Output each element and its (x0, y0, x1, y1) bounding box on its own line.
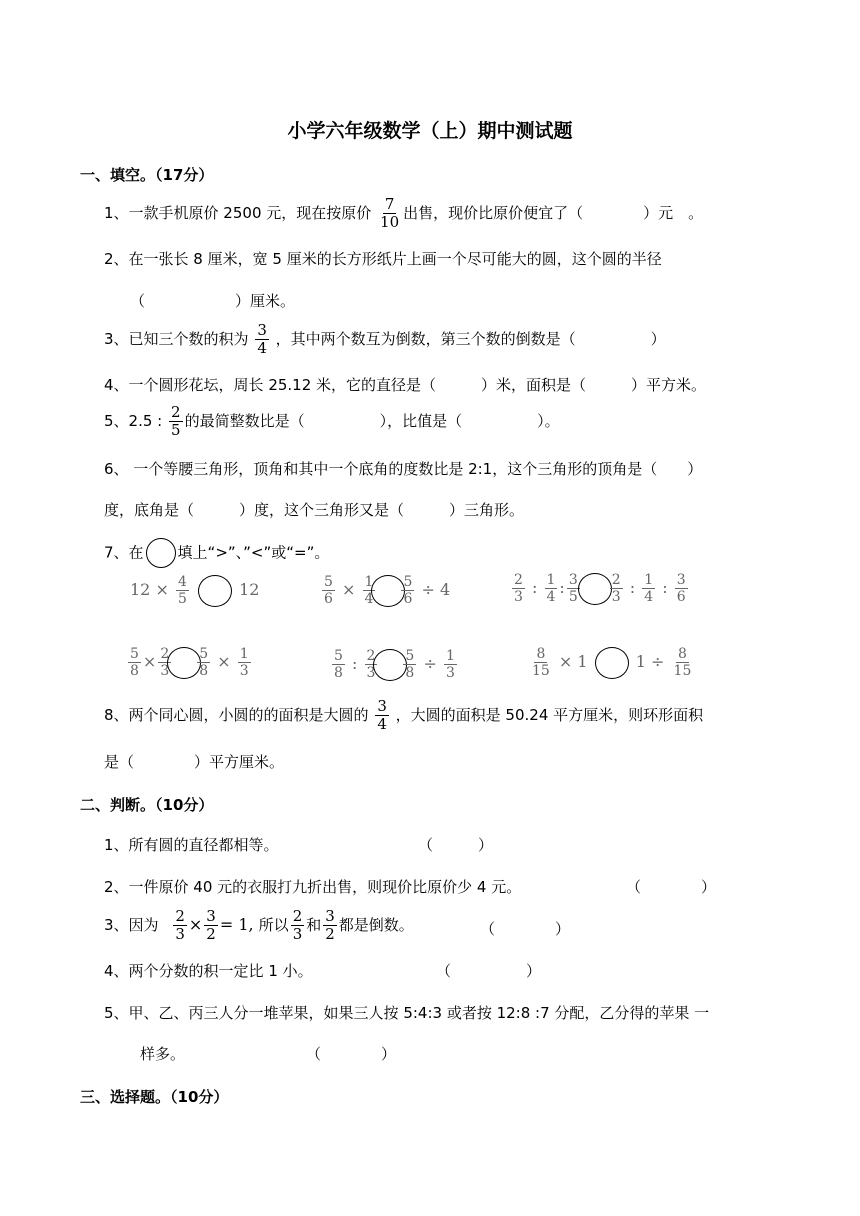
fill-q5-text-a: 5、2.5 : (104, 412, 163, 430)
fraction (291, 908, 305, 943)
fraction (545, 572, 558, 605)
compare-op: ÷ (423, 654, 437, 673)
section-fill-in: 一、填空。（17分） (80, 166, 214, 184)
numerator: 2 (292, 907, 303, 925)
denominator: 3 (366, 665, 376, 681)
fraction (332, 648, 345, 681)
fraction (672, 646, 694, 679)
compare-op: : (532, 578, 538, 597)
equation-result: = 1 (219, 915, 249, 934)
judge-q5-line1: 5、甲、乙、丙三人分一堆苹果，如果三人按 5:4:3 或者按 12:8 :7 分配，乙分得的苹果 一 (104, 1004, 710, 1022)
denominator: 15 (673, 663, 692, 679)
page-title: 小学六年级数学（上）期中测试题 (287, 120, 573, 142)
fraction (512, 572, 525, 605)
numerator: 2 (160, 646, 170, 662)
numerator: 3 (568, 572, 578, 588)
judge-q3-text-d: 都是倒数。 (338, 916, 414, 934)
fill-q8-text-a: 8、两个同心圆，小圆的的面积是大圆的 (104, 706, 369, 724)
compare-op: : (559, 578, 565, 597)
judge-q1-answer-blank[interactable]: （ ） (418, 836, 494, 854)
judge-q5-answer-blank[interactable]: （ ） (306, 1045, 397, 1063)
compare-op: × (217, 652, 231, 671)
compare-text: 1 ÷ (635, 652, 665, 671)
judge-q2: 2、一件原价 40 元的衣服打九折出售，则现价比原价少 4 元。 (104, 878, 522, 896)
judge-q4: 4、两个分数的积一定比 1 小。 (104, 962, 313, 980)
compare-blank-circle[interactable] (373, 649, 407, 681)
compare-op: × (342, 580, 356, 599)
denominator: 4 (546, 589, 556, 605)
numerator: 5 (130, 646, 139, 662)
numerator: 8 (536, 646, 546, 662)
compare-op: : (662, 578, 668, 597)
denominator: 6 (403, 591, 413, 607)
compare-item-5 (330, 648, 459, 681)
numerator: 5 (405, 648, 415, 664)
numerator: 3 (676, 572, 686, 588)
fraction (323, 908, 337, 943)
denominator: 8 (199, 663, 209, 679)
fill-q1 (104, 196, 703, 231)
denominator: 8 (405, 665, 415, 681)
fraction (176, 574, 189, 607)
compare-blank-circle[interactable] (595, 647, 629, 679)
numerator: 2 (175, 907, 185, 925)
judge-q3-text-b: 所以 (258, 916, 289, 934)
denominator: 3 (514, 589, 523, 605)
compare-blank-circle[interactable] (371, 575, 405, 607)
judge-q2-answer-blank[interactable]: （ ） (626, 878, 717, 896)
fill-q6-line1: 6、 一个等腰三角形，顶角和其中一个底角的度数比是 2:1，这个三角形的顶角是（ ） (104, 460, 703, 478)
compare-item-2 (320, 574, 450, 607)
numerator: 5 (199, 646, 209, 662)
numerator: 4 (177, 574, 187, 590)
judge-q4-answer-blank[interactable]: （ ） (436, 962, 542, 980)
numerator: 7 (384, 195, 395, 213)
fill-q8-line2: 是（ ）平方厘米。 (104, 753, 285, 771)
numerator: 3 (206, 907, 216, 925)
fraction (444, 648, 457, 681)
fill-q8-line1 (104, 698, 703, 733)
fill-q3-text-a: 3、已知三个数的积为 (104, 330, 249, 348)
fraction (403, 648, 416, 681)
numerator: 1 (644, 572, 654, 588)
fill-q7-text-a: 7、在 (104, 543, 144, 562)
numerator: 1 (364, 574, 374, 590)
fraction (255, 322, 269, 357)
compare-text: ÷ 4 (421, 580, 451, 599)
denominator: 3 (175, 925, 185, 943)
compare-item-1 (130, 574, 259, 607)
judge-q3-text-c: 和 (306, 916, 322, 934)
compare-blank-circle[interactable] (167, 647, 201, 679)
section-true-false: 二、判断。（10分） (80, 796, 214, 814)
fill-q1-text-b: 出售，现价比原价便宜了（ ）元 。 (403, 204, 704, 222)
compare-item-4 (126, 646, 253, 679)
fill-q2-line2: （ ）厘米。 (130, 292, 296, 310)
denominator: 5 (171, 421, 181, 439)
fraction (169, 404, 183, 439)
fraction (675, 572, 688, 605)
fill-q3-text-b: ，其中两个数互为倒数，第三个数的倒数是（ ） (275, 330, 666, 348)
numerator: 5 (324, 574, 333, 590)
compare-blank-circle[interactable] (578, 573, 612, 605)
denominator: 3 (160, 663, 170, 679)
numerator: 1 (239, 646, 249, 662)
denominator: 4 (644, 589, 654, 605)
denominator: 3 (611, 589, 621, 605)
fraction (610, 572, 623, 605)
numerator: 2 (514, 572, 523, 588)
denominator: 5 (177, 591, 187, 607)
denominator: 3 (445, 665, 455, 681)
fraction (530, 646, 552, 679)
denominator: 6 (676, 589, 686, 605)
denominator: 8 (130, 663, 139, 679)
fraction (128, 646, 141, 679)
compare-text: 12 × (130, 580, 169, 599)
denominator: 15 (532, 663, 550, 679)
fraction (375, 698, 389, 733)
fill-q5 (104, 404, 560, 439)
numerator: 2 (611, 572, 621, 588)
judge-q3-answer-blank[interactable]: （ ） (480, 920, 571, 938)
fraction (173, 908, 187, 943)
fill-q5-text-b: 的最简整数比是（ ），比值是（ ）。 (184, 412, 560, 430)
numerator: 1 (445, 648, 455, 664)
denominator: 3 (239, 663, 249, 679)
numerator: 3 (325, 907, 335, 925)
numerator: 3 (377, 697, 387, 715)
judge-q3 (104, 908, 414, 943)
compare-op: : (352, 654, 358, 673)
numerator: 5 (403, 574, 413, 590)
compare-circle-icon (146, 538, 176, 568)
denominator: 8 (334, 665, 343, 681)
judge-q3-text-a: 3、因为 (104, 916, 159, 934)
fraction (378, 196, 401, 231)
compare-op: × (142, 652, 157, 671)
compare-item-6 (528, 646, 695, 679)
equation: $\frac{2}{3}$ × $\frac{3}{2}$ = 1, (175, 907, 259, 943)
denominator: 4 (257, 339, 267, 357)
denominator: 4 (364, 591, 374, 607)
fraction (204, 908, 218, 943)
fraction (401, 574, 414, 607)
judge-q5-line2: 样多。 (140, 1045, 186, 1063)
fill-q8-text-b: ，大圆的面积是 50.24 平方厘米，则环形面积 (395, 706, 704, 724)
numerator: 1 (546, 572, 556, 588)
compare-op: : (629, 578, 636, 597)
numerator: 2 (366, 648, 376, 664)
denominator: 3 (292, 925, 303, 943)
denominator: 5 (568, 589, 578, 605)
section-multiple-choice: 三、选择题。（10分） (80, 1088, 229, 1106)
compare-item-3 (510, 572, 690, 605)
fill-q4: 4、一个圆形花坛，周长 25.12 米，它的直径是（ ）米，面积是（ ）平方米。 (104, 376, 707, 394)
numerator: 8 (678, 646, 687, 662)
fill-q7 (104, 538, 329, 568)
numerator: 2 (171, 403, 181, 421)
compare-text: 12 (239, 580, 260, 599)
fraction (322, 574, 335, 607)
denominator: 10 (380, 213, 400, 231)
compare-op: × 1 (558, 652, 588, 671)
fraction (197, 646, 210, 679)
fill-q3 (104, 322, 666, 357)
judge-q1: 1、所有圆的直径都相等。 (104, 836, 279, 854)
fill-q1-text-a: 1、一款手机原价 2500 元，现在按原价 (104, 204, 372, 222)
fill-q2-line1: 2、在一张长 8 厘米，宽 5 厘米的长方形纸片上画一个尽可能大的圆，这个圆的半径 (104, 250, 662, 268)
denominator: 4 (377, 715, 387, 733)
numerator: 5 (334, 648, 343, 664)
fill-q7-text-b: 填上“>”、”<”或“=”。 (177, 543, 330, 562)
fill-q6-line2: 度，底角是（ ）度，这个三角形又是（ ）三角形。 (104, 501, 525, 519)
fraction (238, 646, 251, 679)
compare-blank-circle[interactable] (198, 575, 232, 607)
fraction (642, 572, 655, 605)
denominator: 2 (325, 925, 335, 943)
denominator: 2 (206, 925, 216, 943)
numerator: 3 (257, 321, 267, 339)
denominator: 6 (324, 591, 333, 607)
